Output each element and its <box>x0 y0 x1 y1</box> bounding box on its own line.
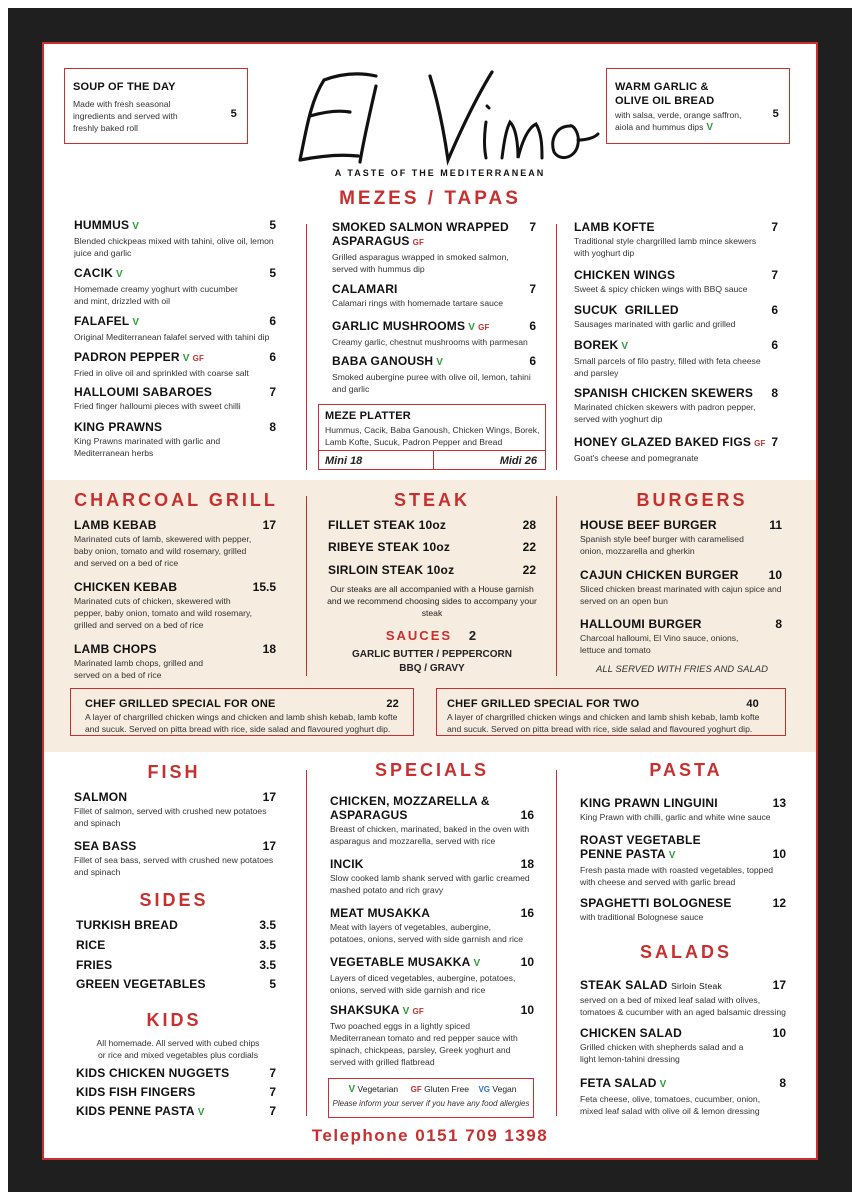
list-item: CHICKEN WINGS Sweet & spicy chicken wings with BBQ sauce 7 <box>574 268 778 294</box>
list-item: LAMB KOFTE Traditional style chargrilled lamb mince skewers with yoghurt dip 7 <box>574 220 778 258</box>
divider <box>556 496 557 676</box>
list-item: RIBEYE STEAK 10oz 22 <box>328 540 536 554</box>
allergy-note: Please inform your server if you have any food allergies <box>332 1099 530 1108</box>
platter-name: MEZE PLATTER <box>325 410 411 422</box>
burgers-note: ALL SERVED WITH FRIES AND SALAD <box>596 664 768 675</box>
divider <box>306 496 307 676</box>
divider <box>306 770 307 1116</box>
list-item: CHICKEN, MOZZARELLA & ASPARAGUS Breast of chicken, marinated, baked in the oven with asparagus and mozzarella, served with rice 16 <box>330 794 534 846</box>
list-item: HOUSE BEEF BURGER Spanish style beef burger with caramelised onion, mozzarella and gherkin 11 <box>580 518 782 556</box>
list-item: ROAST VEGETABLE PENNE PASTA V Fresh pasta made with roasted vegetables, topped with cheese and served with garlic bread 10 <box>580 833 786 887</box>
menu-page <box>42 42 818 1160</box>
list-item: KING PRAWNS King Prawns marinated with garlic and Mediterranean herbs 8 <box>74 420 276 458</box>
chef-special-two-box <box>436 688 786 736</box>
divider <box>306 224 307 470</box>
list-item: HUMMUS V Blended chickpeas mixed with tahini, olive oil, lemon juice and garlic 5 <box>74 218 276 258</box>
list-item: HONEY GLAZED BAKED FIGS GF Goat's cheese and pomegranate 7 <box>574 435 778 463</box>
grill-title: CHARCOAL GRILL <box>74 490 278 510</box>
divider <box>319 450 545 451</box>
list-item: CALAMARI Calamari rings with homemade tartare sauce 7 <box>332 282 536 308</box>
chef-special-two-price: 40 <box>746 698 759 710</box>
list-item: MEAT MUSAKKA Meat with layers of vegetables, aubergine, potatoes, onions, served with side garnish and rice 16 <box>330 906 534 944</box>
logo-script-icon <box>280 62 600 182</box>
fish-title: FISH <box>147 762 201 782</box>
list-item: KIDS CHICKEN NUGGETS 7 <box>76 1066 276 1080</box>
bread-desc: with salsa, verde, orange saffron, aiola and hummus dips V <box>615 110 742 133</box>
list-item: CAJUN CHICKEN BURGER Sliced chicken breast marinated with cajun spice and served on an open bun 10 <box>580 568 782 606</box>
list-item: FETA SALAD V Feta cheese, olive, tomatoes, cucumber, onion, mixed leaf salad with olive oil & lemon dressing 8 <box>580 1076 786 1116</box>
dietary-legend <box>328 1078 534 1118</box>
list-item: CHICKEN SALAD Grilled chicken with shepherds salad and a light lemon-tahini dressing 10 <box>580 1026 786 1064</box>
chef-special-one-box <box>70 688 414 736</box>
list-item: VEGETABLE MUSAKKA V Layers of diced vegetables, aubergine, potatoes, onions, served with side garnish and rice 10 <box>330 955 534 995</box>
platter-desc: Hummus, Cacik, Baba Ganoush, Chicken Wings, Borek, Lamb Kofte, Sucuk, Padron Pepper and Bread <box>325 425 540 447</box>
divider <box>556 224 557 470</box>
list-item: SIRLOIN STEAK 10oz 22 <box>328 563 536 577</box>
platter-mini: Mini 18 <box>325 455 363 467</box>
chef-special-one-desc: A layer of chargrilled chicken wings and chicken and lamb shish kebab, lamb kofte and sucuk. Served on pitta bread with rice, side salad and flavoured yoghurt dip. <box>85 712 398 734</box>
soup-price: 5 <box>230 108 237 120</box>
bread-price: 5 <box>772 108 779 120</box>
list-item: SUCUK GRILLED Sausages marinated with garlic and grilled 6 <box>574 303 778 329</box>
list-item: GREEN VEGETABLES 5 <box>76 977 276 991</box>
list-item: LAMB KEBAB Marinated cuts of lamb, skewered with pepper, baby onion, tomato and wild rosemary, grilled and served on a bed of rice 17 <box>74 518 276 568</box>
sides-title: SIDES <box>139 890 209 910</box>
list-item: SPAGHETTI BOLOGNESE with traditional Bolognese sauce 12 <box>580 896 786 922</box>
list-item: CHICKEN KEBAB Marinated cuts of chicken, skewered with pepper, baby onion, tomato and wild rosemary, grilled and served on a bed of rice 15.5 <box>74 580 276 630</box>
sauces-heading: SAUCES 2 <box>385 628 479 643</box>
list-item: BOREK V Small parcels of filo pastry, filled with feta cheese and parsley 6 <box>574 338 778 378</box>
platter-midi: Midi 26 <box>499 455 537 467</box>
list-item: INCIK Slow cooked lamb shank served with garlic creamed mashed potato and rich gravy 18 <box>330 857 534 895</box>
el-vino-logo <box>280 62 600 182</box>
kids-title: KIDS <box>146 1010 202 1030</box>
bread-name: WARM GARLIC & OLIVE OIL BREAD <box>615 81 715 107</box>
salads-title: SALADS <box>639 942 732 962</box>
list-item: BABA GANOUSH V Smoked aubergine puree with olive oil, lemon, tahini and garlic 6 <box>332 354 536 394</box>
soup-desc: Made with fresh seasonal ingredients and served with freshly baked roll <box>73 99 178 133</box>
list-item: FILLET STEAK 10oz 28 <box>328 518 536 532</box>
divider <box>556 770 557 1116</box>
list-item: RICE 3.5 <box>76 938 276 952</box>
list-item: STEAK SALAD Sirloin Steak served on a bed of mixed leaf salad with olives, tomatoes & cucumber with an aged balsamic dressing 17 <box>580 978 786 1017</box>
list-item: SPANISH CHICKEN SKEWERS Marinated chicken skewers with padron pepper, served with yoghurt dip 8 <box>574 386 778 424</box>
chef-special-one-name: CHEF GRILLED SPECIAL FOR ONE <box>85 698 276 710</box>
mezes-title: MEZES / TAPAS <box>339 188 521 209</box>
tagline: A TASTE OF THE MEDITERRANEAN <box>334 168 546 178</box>
burgers-title: BURGERS <box>636 490 748 510</box>
specials-title: SPECIALS <box>374 760 490 780</box>
sauces-line1: GARLIC BUTTER / PEPPERCORN <box>351 649 512 660</box>
soup-box <box>64 68 248 144</box>
list-item: LAMB CHOPS Marinated lamb chops, grilled and served on a bed of rice 18 <box>74 642 276 680</box>
chef-special-two-desc: A layer of chargrilled chicken wings and chicken and lamb shish kebab, lamb kofte and sucuk. Served on pitta bread with rice, side salad and flavoured yoghurt dip. <box>447 712 760 734</box>
list-item: HALLOUMI SABAROES Fried finger halloumi pieces with sweet chilli 7 <box>74 385 276 411</box>
telephone[interactable]: Telephone 0151 709 1398 <box>311 1126 549 1145</box>
kids-note: All homemade. All served with cubed chips or rice and mixed vegetables plus cordials <box>96 1038 260 1060</box>
steak-title: STEAK <box>393 490 470 510</box>
list-item: SALMON Fillet of salmon, served with crushed new potatoes and spinach 17 <box>74 790 276 828</box>
meze-platter-box <box>318 404 546 470</box>
list-item: FALAFEL V Original Mediterranean falafel served with tahini dip 6 <box>74 314 276 342</box>
bread-box <box>606 68 790 144</box>
list-item: SHAKSUKA V GF Two poached eggs in a lightly spiced Mediterranean tomato and red pepper sauce with spinach, chickpeas, parsley, Greek yoghurt and served with grilled flatbread 10 <box>330 1003 534 1067</box>
list-item: KING PRAWN LINGUINI King Prawn with chilli, garlic and white wine sauce 13 <box>580 796 786 822</box>
pasta-title: PASTA <box>649 760 723 780</box>
list-item: HALLOUMI BURGER Charcoal halloumi, El Vino sauce, onions, lettuce and tomato 8 <box>580 617 782 655</box>
list-item: GARLIC MUSHROOMS V GF Creamy garlic, chestnut mushrooms with parmesan 6 <box>332 319 536 347</box>
list-item: KIDS FISH FINGERS 7 <box>76 1085 276 1099</box>
legend-keys: V Vegetarian GF Gluten Free VG Vegan <box>348 1084 517 1095</box>
sauces-line2: BBQ / GRAVY <box>399 663 465 674</box>
list-item: SMOKED SALMON WRAPPED ASPARAGUS GF Grilled asparagus wrapped in smoked salmon, served with hummus dip 7 <box>332 220 536 274</box>
list-item: SEA BASS Fillet of sea bass, served with crushed new potatoes and spinach 17 <box>74 839 276 877</box>
divider <box>433 450 434 470</box>
list-item: KIDS PENNE PASTA V 7 <box>76 1104 276 1118</box>
list-item: CACIK V Homemade creamy yoghurt with cucumber and mint, drizzled with oil 5 <box>74 266 276 306</box>
steak-note: Our steaks are all accompanied with a House garnish and we recommend choosing sides to accompany your steak <box>327 584 537 618</box>
soup-name: SOUP OF THE DAY <box>73 81 176 93</box>
chef-special-two-name: CHEF GRILLED SPECIAL FOR TWO <box>447 698 640 710</box>
list-item: TURKISH BREAD 3.5 <box>76 918 276 932</box>
chef-special-one-price: 22 <box>386 698 399 710</box>
list-item: FRIES 3.5 <box>76 958 276 972</box>
list-item: PADRON PEPPER V GF Fried in olive oil and sprinkled with coarse salt 6 <box>74 350 276 378</box>
